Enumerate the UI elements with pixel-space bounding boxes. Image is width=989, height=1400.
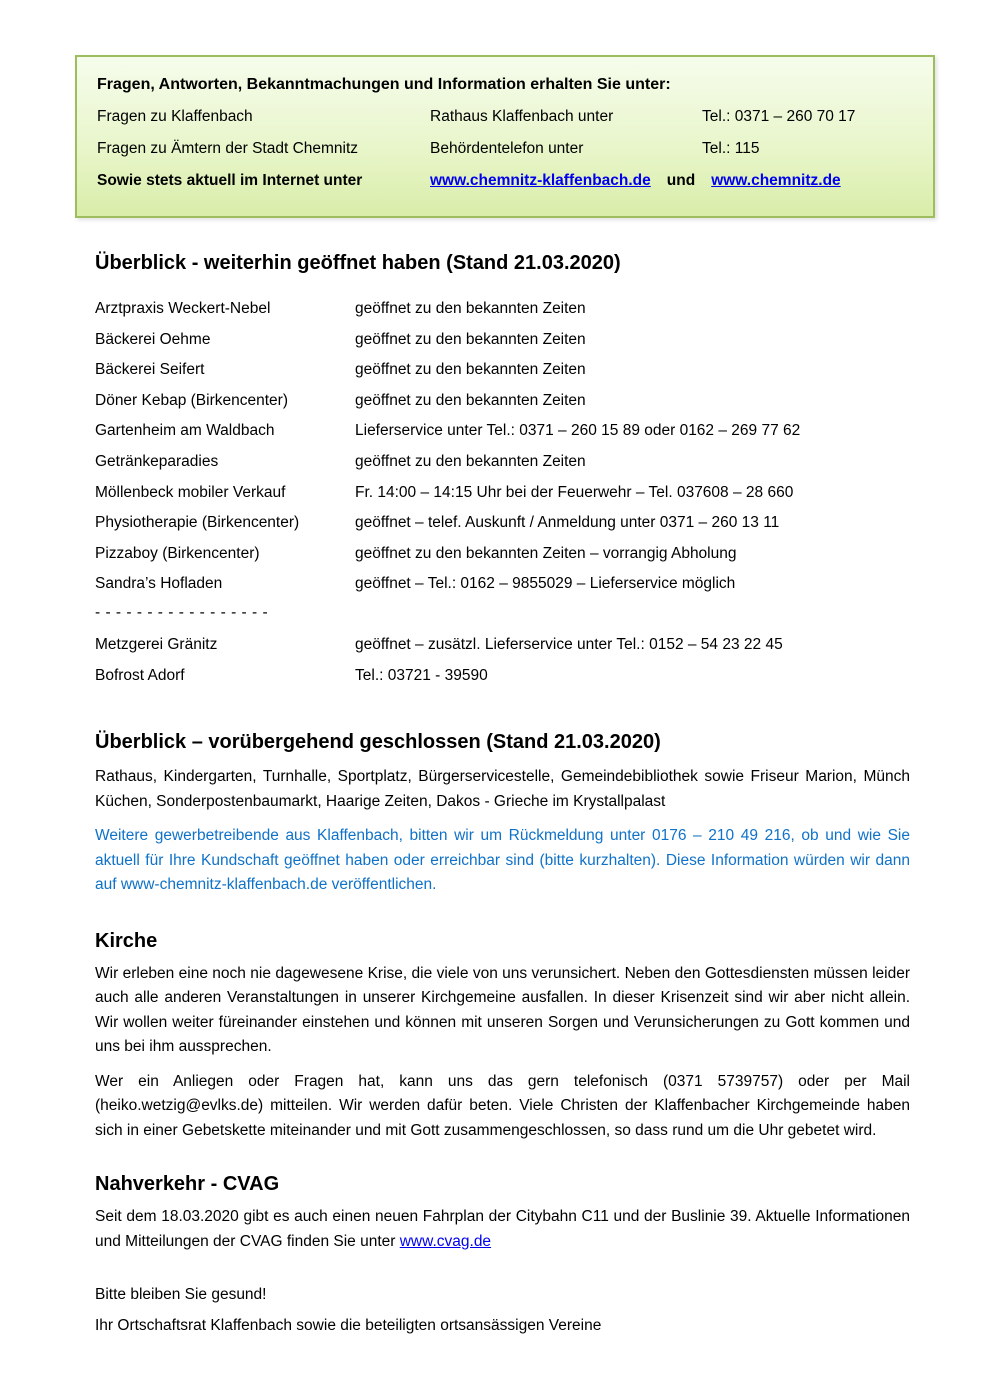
business-name: Bäckerei Oehme — [95, 330, 211, 348]
business-row — [95, 447, 910, 478]
business-name: Bofrost Adorf — [95, 666, 185, 684]
business-row — [95, 325, 910, 356]
business-status: geöffnet – telef. Auskunft / Anmeldung unter 0371 – 260 13 11 — [355, 514, 780, 532]
business-name: Getränkeparadies — [95, 452, 219, 470]
closed-businesses-paragraph: Rathaus, Kindergarten, Turnhalle, Sportplatz, Bürgerservicestelle, Gemeindebibliothek sowie Friseur Marion, Münch Küchen, Sonderpostenbaumarkt, Haarige Zeiten, Dakos - Grieche im Krystallpalast — [95, 768, 910, 810]
heading-transport: Nahverkehr - CVAG — [95, 1173, 280, 1196]
internet-line-prefix: Sowie stets aktuell im Internet unter — [97, 172, 363, 189]
business-status: geöffnet zu den bekannten Zeiten — [355, 300, 586, 317]
heading-open-overview: Überblick - weiterhin geöffnet haben (Stand 21.03.2020) — [95, 252, 621, 274]
business-name: Pizzaboy (Birkencenter) — [95, 544, 260, 562]
business-status: geöffnet – Tel.: 0162 – 9855029 – Lieferservice möglich — [355, 575, 736, 593]
business-name: Möllenbeck mobiler Verkauf — [95, 483, 286, 501]
info-row-question: Fragen zu Klaffenbach — [97, 108, 253, 125]
business-status: Fr. 14:00 – 14:15 Uhr bei der Feuerwehr – Tel. 037608 – 28 660 — [355, 483, 794, 501]
closing-wish: Bitte bleiben Sie gesund! — [95, 1286, 267, 1304]
open-businesses-extra-list — [95, 630, 910, 691]
transport-paragraph — [95, 1205, 910, 1254]
info-box-rows — [97, 107, 913, 159]
heading-church: Kirche — [95, 929, 158, 952]
business-row — [95, 416, 910, 447]
business-status: geöffnet zu den bekannten Zeiten — [355, 361, 586, 379]
business-row — [95, 630, 910, 661]
info-row-office: Rathaus Klaffenbach unter — [430, 108, 614, 125]
link-chemnitz[interactable]: www.chemnitz.de — [711, 172, 841, 189]
transport-text: Seit dem 18.03.2020 gibt es auch einen neuen Fahrplan der Citybahn C11 und der Buslinie 39. Aktuelle Informationen und Mitteilungen der CVAG finden Sie unter — [95, 1208, 910, 1250]
business-name: Sandra’s Hofladen — [95, 575, 223, 593]
document-body — [95, 250, 910, 1337]
info-row-question: Fragen zu Ämtern der Stadt Chemnitz — [97, 140, 359, 157]
dashed-separator: - - - - - - - - - - - - - - - - - — [95, 603, 269, 621]
business-row — [95, 661, 910, 692]
business-name: Metzgerei Gränitz — [95, 635, 218, 653]
link-chemnitz-klaffenbach[interactable]: www.chemnitz-klaffenbach.de — [430, 172, 651, 189]
info-row-phone: Tel.: 115 — [702, 140, 760, 157]
business-status: geöffnet zu den bekannten Zeiten — [355, 391, 586, 409]
open-businesses-list — [95, 294, 910, 600]
business-status: geöffnet zu den bekannten Zeiten — [355, 452, 586, 470]
business-row — [95, 569, 910, 600]
business-row — [95, 355, 910, 386]
info-row — [97, 107, 913, 127]
internet-line-conjunction: und — [666, 172, 696, 189]
closing-signature: Ihr Ortschaftsrat Klaffenbach sowie die beteiligten ortsansässigen Vereine — [95, 1317, 602, 1335]
business-status: geöffnet – zusätzl. Lieferservice unter Tel.: 0152 – 54 23 22 45 — [355, 635, 783, 653]
link-cvag[interactable]: www.cvag.de — [399, 1232, 492, 1250]
feedback-note: Weitere gewerbetreibende aus Klaffenbach, bitten wir um Rückmeldung unter 0176 – 210 49 216, ob und wie Sie aktuell für Ihre Kundschaft geöffnet haben oder erreichbar sind (bitte kurzhalten). Diese Information würden wir dann auf www-chemnitz-klaffenbach.de veröffentlichen. — [95, 827, 910, 894]
business-name: Bäckerei Seifert — [95, 361, 205, 379]
business-name: Physiotherapie (Birkencenter) — [95, 514, 300, 532]
info-box-title: Fragen, Antworten, Bekanntmachungen und Information erhalten Sie unter: — [97, 76, 671, 93]
business-row — [95, 478, 910, 509]
business-row — [95, 539, 910, 570]
info-row-phone: Tel.: 0371 – 260 70 17 — [702, 108, 856, 125]
business-name: Arztpraxis Weckert-Nebel — [95, 300, 271, 317]
info-row-office: Behördentelefon unter — [430, 140, 584, 157]
business-row — [95, 294, 910, 325]
church-paragraph-2: Wer ein Anliegen oder Fragen hat, kann uns das gern telefonisch (0371 5739757) oder per Mail (heiko.wetzig@evlks.de) mitteilen. Wir werden dafür beten. Viele Christen der Klaffenbacher Kirchgemeinde haben sich in einer Gebetskette miteinander und mit Gott zusammengeschlossen, so dass rund um die Uhr gebetet wird. — [95, 1072, 910, 1139]
internet-line — [97, 171, 913, 191]
business-status: geöffnet zu den bekannten Zeiten – vorrangig Abholung — [355, 544, 737, 562]
business-name: Gartenheim am Waldbach — [95, 422, 275, 440]
business-status: geöffnet zu den bekannten Zeiten — [355, 330, 586, 348]
internet-links — [430, 171, 913, 191]
business-name: Döner Kebap (Birkencenter) — [95, 391, 288, 409]
info-row — [97, 139, 913, 159]
business-status: Lieferservice unter Tel.: 0371 – 260 15 89 oder 0162 – 269 77 62 — [355, 422, 801, 440]
heading-closed-overview: Überblick – vorübergehend geschlossen (Stand 21.03.2020) — [95, 731, 661, 754]
business-row — [95, 386, 910, 417]
business-status: Tel.: 03721 - 39590 — [355, 666, 488, 684]
info-box — [75, 55, 935, 218]
business-row — [95, 508, 910, 539]
church-paragraph-1: Wir erleben eine noch nie dagewesene Krise, die viele von uns verunsichert. Neben den Gottesdiensten müssen leider auch alle anderen Veranstaltungen in unserer Kirchgemeine ausfallen. In dieser Krisenzeit sind wir aber nicht allein. Wir wollen weiter füreinander einstehen und können mit unseren Sorgen und Verunsicherungen zu Gott kommen und uns bei ihm aussprechen. — [95, 964, 910, 1056]
